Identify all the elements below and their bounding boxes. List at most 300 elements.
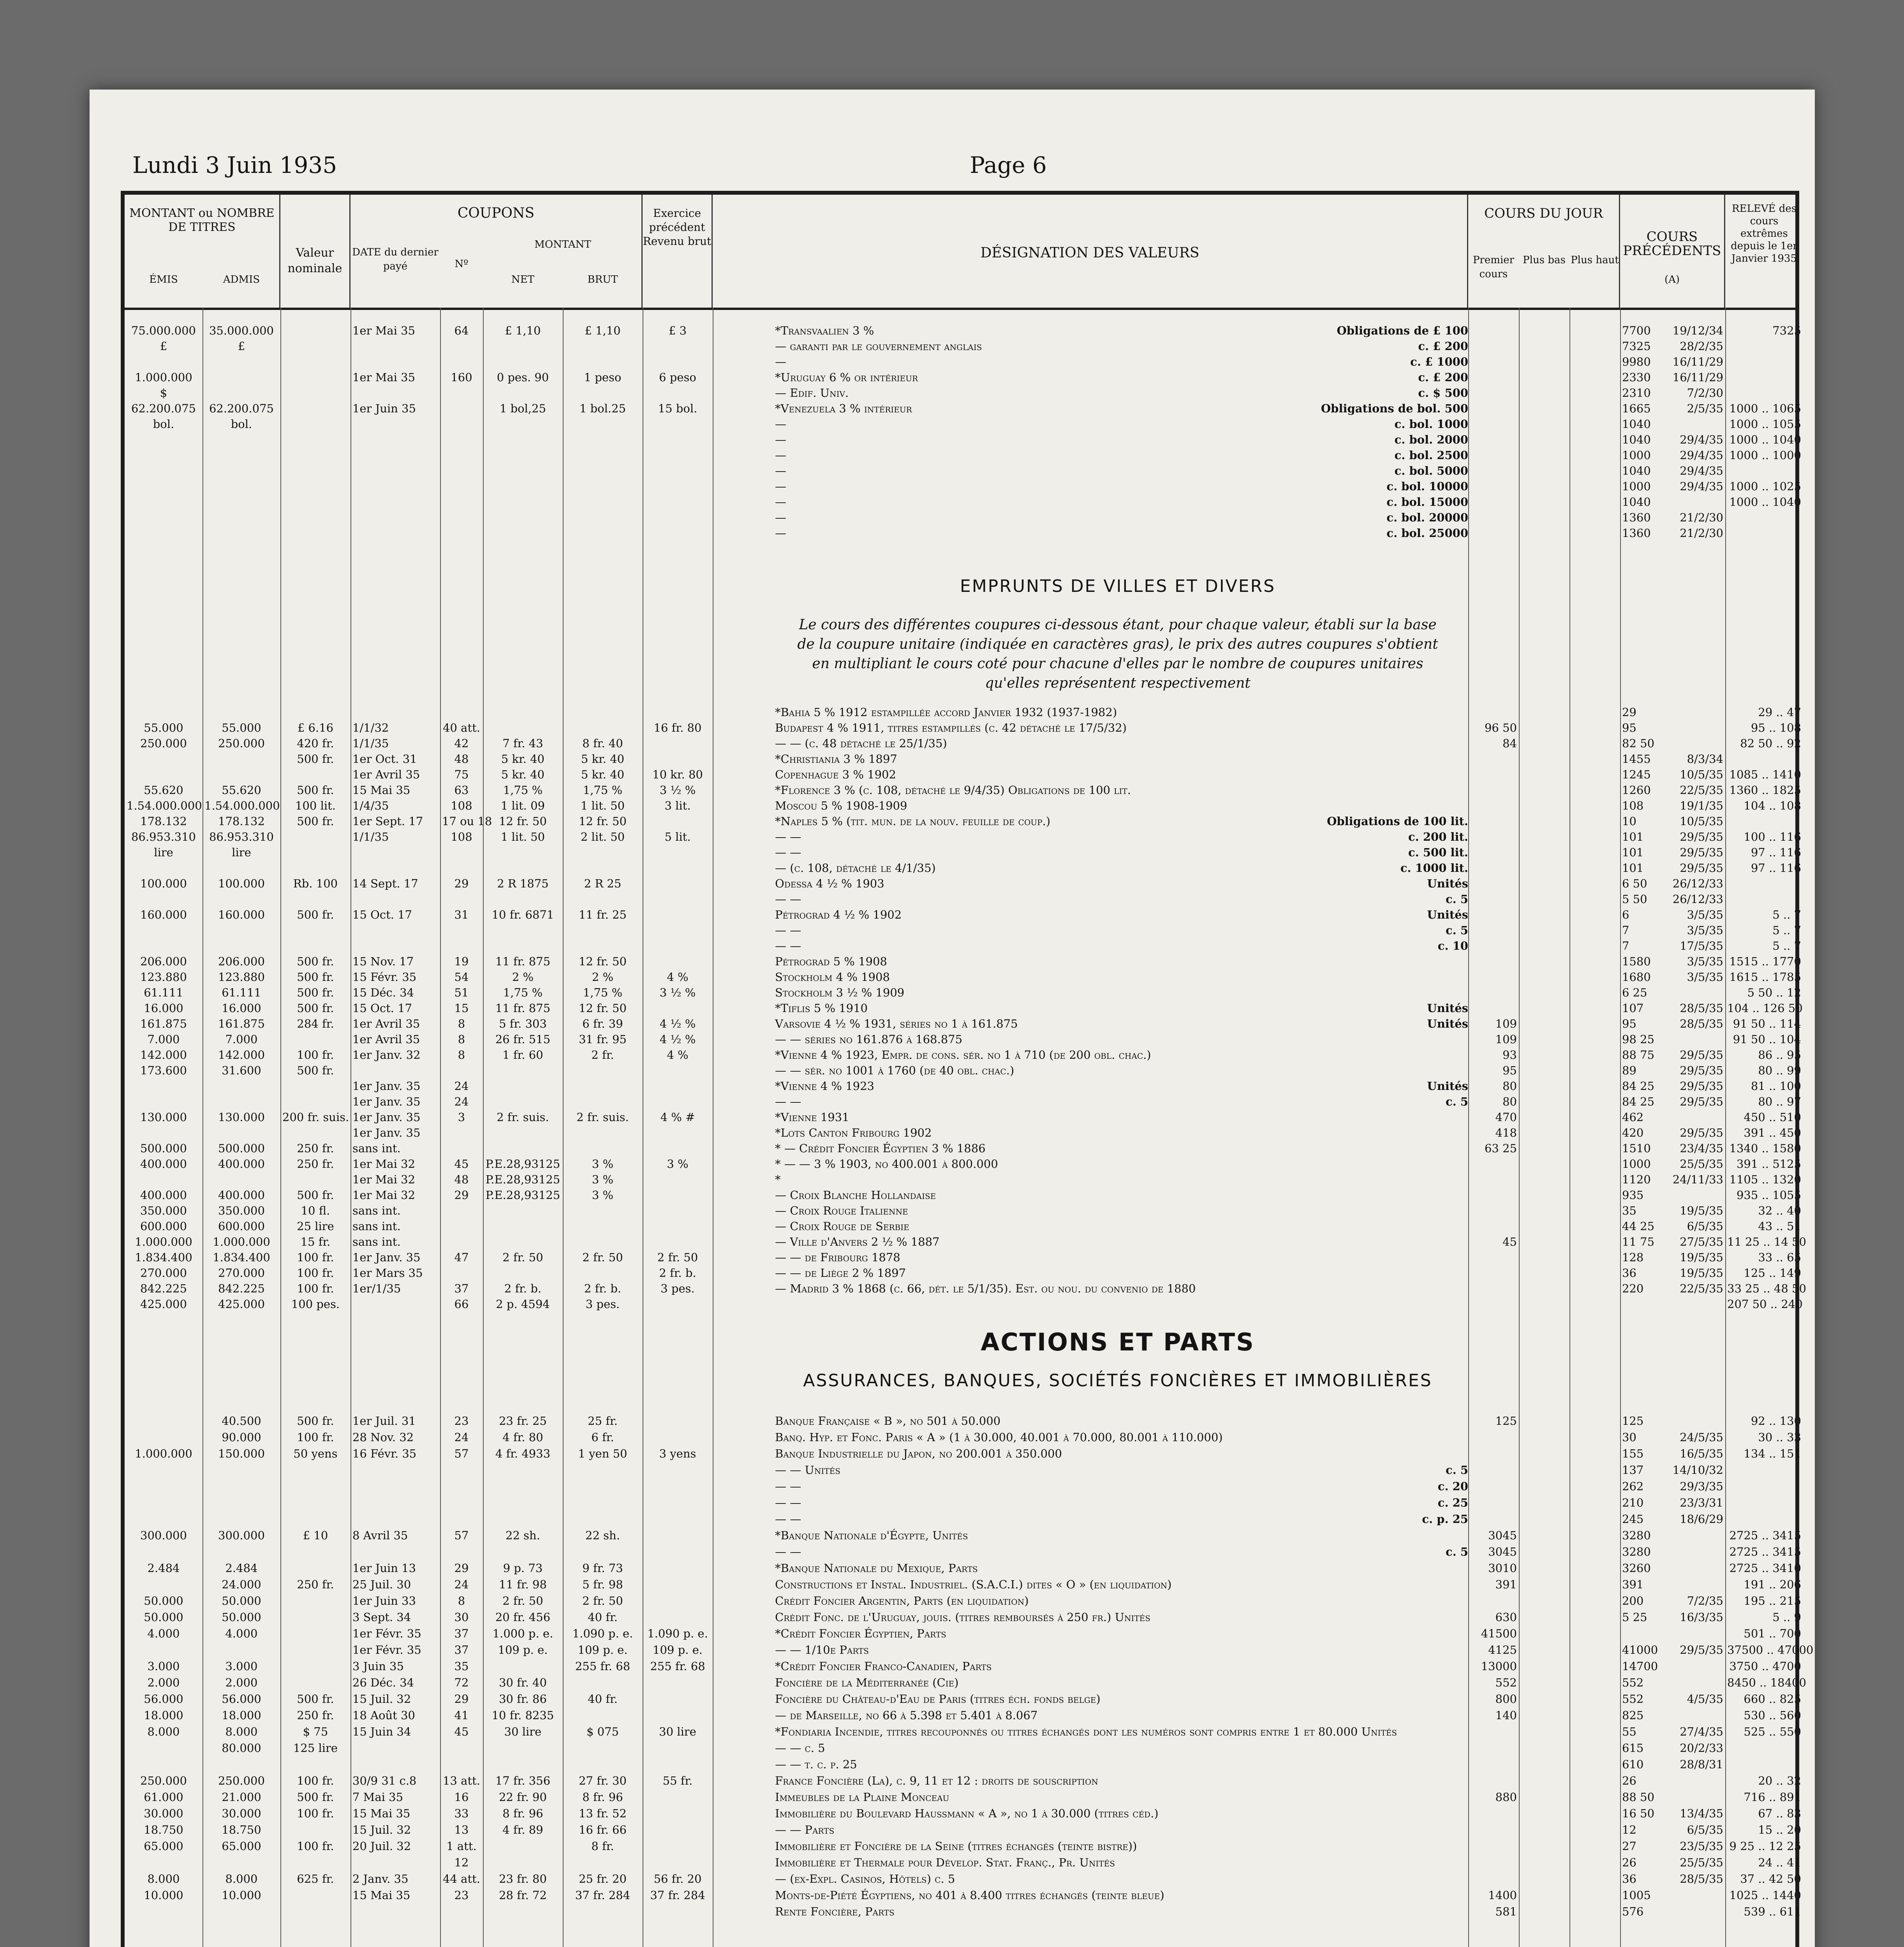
cell-no: 24 bbox=[454, 1079, 469, 1093]
cell-no: 31 bbox=[454, 908, 469, 921]
cell-cp: 36 bbox=[1622, 1872, 1636, 1885]
cell-no: 23 bbox=[454, 1414, 469, 1428]
cell-designation bbox=[775, 1675, 1472, 1690]
cell-rel: 1025 .. 1440 bbox=[1729, 1889, 1801, 1902]
cell-admis: 425.000 bbox=[218, 1297, 265, 1311]
header-releve-label: RELEVÉ des cours extrêmes depuis le 1er Janvier 1935 bbox=[1731, 203, 1798, 264]
cell-designation bbox=[775, 1561, 1472, 1576]
cell-date: 1er Mai 32 bbox=[352, 1173, 416, 1186]
designation-name: — bbox=[775, 480, 786, 493]
cell-pc: 95 bbox=[1502, 1064, 1517, 1077]
cell-ex: 55 fr. bbox=[662, 1774, 693, 1787]
cell-rel: 8450 .. 18400 bbox=[1727, 1676, 1806, 1689]
table-row bbox=[125, 1822, 1801, 1837]
cell-rel: 2725 .. 3410 bbox=[1729, 1561, 1801, 1575]
cell-designation bbox=[775, 1610, 1472, 1625]
cell-rel: 1340 .. 1580 bbox=[1729, 1142, 1801, 1155]
table-row bbox=[125, 1125, 1801, 1140]
cell-no: 29 bbox=[454, 877, 469, 890]
cell-val: 250 fr. bbox=[297, 1578, 334, 1591]
cell-no: 12 bbox=[454, 1856, 469, 1869]
cell-pc: 109 bbox=[1495, 1017, 1517, 1030]
cell-designation bbox=[775, 1839, 1472, 1854]
cell-cp: 220 bbox=[1622, 1282, 1644, 1295]
cell-prec: 23/3/31 bbox=[1680, 1496, 1723, 1509]
cell-emis: 86.953.310 bbox=[131, 830, 196, 843]
cell-prec: 10/5/35 bbox=[1680, 815, 1723, 828]
cell-date: 3 Sept. 34 bbox=[352, 1611, 411, 1624]
cell-cp: 552 bbox=[1622, 1692, 1644, 1706]
cell-net: 2 R 1875 bbox=[497, 877, 549, 890]
cell-rel: 501 .. 700 bbox=[1744, 1627, 1801, 1640]
table-row bbox=[125, 876, 1795, 891]
designation-name: — — bbox=[775, 1545, 801, 1558]
cell-ex: 37 fr. 284 bbox=[650, 1889, 705, 1902]
cell-designation bbox=[775, 1741, 1472, 1755]
cell-rel: 1360 .. 1825 bbox=[1729, 783, 1801, 797]
header-releve bbox=[1725, 195, 1803, 308]
designation-name: France Foncière (La), c. 9, 11 et 12 : droits de souscription bbox=[775, 1774, 1098, 1787]
header-coupons bbox=[351, 195, 643, 308]
cell-ex: 3 ½ % bbox=[659, 783, 696, 797]
header-valeur-label: Valeur nominale bbox=[287, 246, 342, 275]
table-header bbox=[125, 195, 1798, 310]
cell-net: 1,75 % bbox=[503, 986, 543, 999]
cell-cp: 155 bbox=[1622, 1447, 1644, 1460]
cell-no: 8 bbox=[458, 1594, 465, 1607]
cell-designation bbox=[775, 1773, 1472, 1788]
cell-emis: 100.000 bbox=[140, 877, 187, 890]
cell-no: 29 bbox=[454, 1692, 469, 1706]
cell-val: 250 fr. bbox=[297, 1709, 334, 1722]
designation-name: * bbox=[775, 1173, 781, 1186]
cell-date: 15 Juil. 32 bbox=[352, 1823, 411, 1836]
cell-net: 2 fr. b. bbox=[504, 1282, 542, 1295]
table-row bbox=[125, 1659, 1801, 1674]
designation-name: *Tiflis 5 % 1910 bbox=[775, 1002, 868, 1015]
cell-designation bbox=[775, 386, 1472, 400]
designation-unit: Unités bbox=[1427, 877, 1468, 890]
cell-pc: 45 bbox=[1502, 1235, 1517, 1248]
cell-designation bbox=[775, 1495, 1472, 1510]
cell-cp: 89 bbox=[1622, 1064, 1636, 1077]
cell-designation bbox=[775, 1577, 1472, 1592]
cell-rel: 1000 .. 1025 bbox=[1729, 480, 1801, 493]
designation-name: Varsovie 4 ½ % 1931, séries no 1 à 161.875 bbox=[775, 1017, 1018, 1030]
cell-val: 500 fr. bbox=[297, 1002, 334, 1015]
section-assurances: ASSURANCES, BANQUES, SOCIÉTÉS FONCIÈRES ET IMMOBILIÈRES bbox=[803, 1371, 1432, 1391]
cell-cp: 1580 bbox=[1622, 955, 1651, 968]
cell-admis: 7.000 bbox=[225, 1033, 258, 1046]
cell-cp: 29 bbox=[1622, 706, 1636, 719]
cell-prec: 20/2/33 bbox=[1680, 1741, 1723, 1755]
cell-rel: 660 .. 825 bbox=[1744, 1692, 1801, 1706]
cell-pc: 3010 bbox=[1488, 1561, 1517, 1575]
cell-brut: 12 fr. 50 bbox=[579, 815, 627, 828]
cell-net: 4 fr. 4933 bbox=[495, 1447, 551, 1460]
cell-brut: 16 fr. 66 bbox=[579, 1823, 627, 1836]
cell-brut: 3 pes. bbox=[585, 1297, 620, 1311]
cell-val: 500 fr. bbox=[297, 1692, 334, 1706]
designation-name: * — — 3 % 1903, no 400.001 à 800.000 bbox=[775, 1157, 998, 1171]
designation-name: — (c. 108, détaché le 4/1/35) bbox=[775, 861, 936, 875]
cell-prec: 25/5/35 bbox=[1680, 1856, 1723, 1869]
cell-designation bbox=[775, 985, 1472, 1000]
cell-rel: 1615 .. 1785 bbox=[1729, 970, 1801, 984]
cell-emis: 55.000 bbox=[144, 721, 183, 734]
designation-name: Foncière du Château-d'Eau de Paris (titres éch. fonds belge) bbox=[775, 1692, 1101, 1706]
designation-unit: Obligations de 100 lit. bbox=[1327, 815, 1468, 828]
cell-net: 4 fr. 89 bbox=[502, 1823, 543, 1836]
header-exercice bbox=[643, 195, 713, 308]
cell-admis: 16.000 bbox=[222, 1002, 261, 1015]
cell-date: 1er Juin 33 bbox=[352, 1594, 416, 1607]
cell-cp: 36 bbox=[1622, 1266, 1636, 1280]
table-row bbox=[125, 1642, 1814, 1657]
table-row bbox=[125, 861, 1801, 875]
cell-designation bbox=[775, 1659, 1472, 1674]
cell-emis: 7.000 bbox=[147, 1033, 180, 1046]
cell-cp: 1040 bbox=[1622, 464, 1651, 477]
designation-unit: c. 5 bbox=[1445, 924, 1468, 937]
cell-prec: 29/5/35 bbox=[1680, 846, 1723, 859]
cell-admis: 150.000 bbox=[218, 1447, 265, 1460]
cell-brut: 8 fr. 40 bbox=[582, 737, 623, 750]
cell-prec: 28/5/35 bbox=[1680, 1002, 1723, 1015]
cell-emis: 61.111 bbox=[144, 986, 183, 999]
table-row bbox=[125, 1708, 1801, 1723]
cell-rel: 86 .. 95 bbox=[1758, 1048, 1801, 1062]
cell-cp: 1455 bbox=[1622, 752, 1651, 766]
designation-name: — — t. c. p. 25 bbox=[775, 1758, 857, 1771]
cell-admis: 350.000 bbox=[218, 1204, 265, 1217]
designation-name: — (ex-Expl. Casinos, Hôtels) c. 5 bbox=[775, 1872, 955, 1885]
cell-net: 30 fr. 86 bbox=[499, 1692, 547, 1706]
cell-designation bbox=[775, 938, 1472, 953]
cell-rel: 2725 .. 3415 bbox=[1729, 1545, 1801, 1558]
cell-designation bbox=[775, 1414, 1472, 1428]
designation-name: *Naples 5 % (tit. mun. de la nouv. feuille de coup.) bbox=[775, 815, 1051, 828]
cell-designation bbox=[775, 1855, 1472, 1870]
cell-date: 1er Juil. 31 bbox=[352, 1414, 416, 1428]
cell-date: 1er Févr. 35 bbox=[352, 1627, 421, 1640]
cell-emis: 250.000 bbox=[140, 1774, 187, 1787]
cell-rel: 5 .. 9 bbox=[1772, 1611, 1801, 1624]
cell-val: 500 fr. bbox=[297, 1064, 334, 1077]
cell-prec: 24/5/35 bbox=[1680, 1431, 1723, 1444]
cell-cp: 420 bbox=[1622, 1126, 1644, 1139]
designation-unit: Obligations de £ 100 bbox=[1337, 324, 1468, 337]
designation-unit: c. bol. 20000 bbox=[1386, 511, 1468, 524]
cell-cp: 1665 bbox=[1622, 402, 1651, 415]
cell-designation bbox=[775, 417, 1472, 431]
cell-designation bbox=[775, 798, 1472, 813]
cell-rel: 95 .. 108 bbox=[1751, 721, 1801, 734]
cell-no: 15 bbox=[454, 1002, 469, 1015]
cell-val: 50 yens bbox=[293, 1447, 338, 1460]
cell-admis: 100.000 bbox=[218, 877, 265, 890]
designation-unit: c. 200 lit. bbox=[1408, 830, 1468, 843]
cell-val: 100 fr. bbox=[297, 1431, 334, 1444]
cell-prec: 16/3/35 bbox=[1680, 1611, 1723, 1624]
cell-designation bbox=[775, 1888, 1472, 1903]
cell-prec: 2/5/35 bbox=[1687, 402, 1723, 415]
table-row bbox=[125, 829, 1801, 844]
cell-prec: 6/5/35 bbox=[1687, 1823, 1723, 1836]
designation-name: — — séries no 161.876 à 168.875 bbox=[775, 1033, 963, 1046]
cell-brut: 2 fr. suis. bbox=[576, 1111, 629, 1124]
cell-brut: 12 fr. 50 bbox=[579, 1002, 627, 1015]
cell-brut: 1.090 p. e. bbox=[572, 1627, 633, 1640]
cell-pc: 470 bbox=[1495, 1111, 1517, 1124]
designation-name: *Vienne 1931 bbox=[775, 1111, 849, 1124]
cell-brut: 6 fr. 39 bbox=[582, 1017, 623, 1030]
cell-ex: 1.090 p. e. bbox=[647, 1627, 708, 1640]
cell-rel: 91 50 .. 104 bbox=[1733, 1033, 1801, 1046]
cell-cp: 1040 bbox=[1622, 433, 1651, 446]
cell-val: 200 fr. suis. bbox=[282, 1111, 349, 1124]
cell-prec: 18/6/29 bbox=[1680, 1512, 1723, 1526]
cell-date: 1er Avril 35 bbox=[352, 1017, 420, 1030]
cell-designation bbox=[775, 1642, 1472, 1657]
cell-cp: 200 bbox=[1622, 1594, 1644, 1607]
designation-unit: c. 5 bbox=[1445, 893, 1468, 906]
designation-name: — Madrid 3 % 1868 (c. 66, dét. le 5/1/35). Est. ou nou. du convenio de 1880 bbox=[775, 1282, 1196, 1295]
cell-date: 3 Juin 35 bbox=[352, 1660, 404, 1673]
table-row bbox=[125, 510, 1795, 525]
cell-designation bbox=[775, 1001, 1472, 1016]
designation-name: — — sér. no 1001 à 1760 (de 40 obl. chac.) bbox=[775, 1064, 1015, 1077]
cell-pc: 630 bbox=[1495, 1611, 1517, 1624]
cell-admis: bol. bbox=[231, 417, 252, 431]
header-cours-prec-sub: (A) bbox=[1664, 274, 1680, 285]
cell-net: 30 lire bbox=[504, 1725, 542, 1738]
cell-date: 16 Févr. 35 bbox=[352, 1447, 417, 1460]
designation-unit: c. bol. 2000 bbox=[1394, 433, 1468, 446]
cell-net: 12 fr. 50 bbox=[499, 815, 547, 828]
designation-name: Banque Industrielle du Japon, no 200.001 à 350.000 bbox=[775, 1447, 1062, 1460]
cell-date: 1er Mai 32 bbox=[352, 1157, 416, 1171]
designation-unit: c. £ 200 bbox=[1418, 340, 1468, 353]
cell-brut: 12 fr. 50 bbox=[579, 955, 627, 968]
table-row bbox=[125, 1871, 1801, 1886]
cell-cp: 27 bbox=[1622, 1840, 1636, 1853]
cell-prec: 29/5/35 bbox=[1680, 1126, 1723, 1139]
header-premier: Premier cours bbox=[1472, 254, 1515, 280]
cell-no: 24 bbox=[454, 1095, 469, 1108]
designation-unit: c. 500 lit. bbox=[1408, 846, 1468, 859]
cell-val: 25 lire bbox=[297, 1220, 334, 1233]
cell-designation bbox=[775, 1806, 1472, 1821]
header-cours-jour-label: COURS DU JOUR bbox=[1484, 206, 1603, 221]
cell-prec: 29/4/35 bbox=[1680, 480, 1723, 493]
cell-designation bbox=[775, 1708, 1472, 1723]
cell-emis: 8.000 bbox=[147, 1725, 180, 1738]
table-row bbox=[125, 1692, 1801, 1706]
header-cours-prec-label: COURS PRÉCÉDENTS bbox=[1623, 229, 1721, 259]
cell-designation bbox=[775, 1904, 1472, 1919]
cell-admis: 400.000 bbox=[218, 1188, 265, 1202]
table-row bbox=[125, 705, 1801, 720]
table-row bbox=[125, 1577, 1801, 1592]
cell-prec: 28/5/35 bbox=[1680, 1872, 1723, 1885]
header-cours-jour bbox=[1468, 195, 1620, 308]
cell-rel: 450 .. 510 bbox=[1744, 1111, 1801, 1124]
header-montant bbox=[125, 195, 280, 308]
cell-emis: 3.000 bbox=[147, 1660, 180, 1673]
table-row bbox=[125, 1528, 1801, 1543]
cell-emis: 160.000 bbox=[140, 908, 187, 921]
cell-emis: 300.000 bbox=[140, 1529, 187, 1542]
cell-cp: 615 bbox=[1622, 1741, 1644, 1755]
table-row bbox=[125, 954, 1801, 969]
cell-no: 57 bbox=[454, 1447, 469, 1460]
cell-emis: 18.000 bbox=[144, 1709, 183, 1722]
cell-rel: 37 .. 42 50 bbox=[1740, 1872, 1801, 1885]
cell-designation bbox=[775, 752, 1472, 766]
table-row bbox=[125, 720, 1801, 735]
cell-cp: 3260 bbox=[1622, 1561, 1651, 1575]
cell-date: 1er Sept. 17 bbox=[352, 815, 423, 828]
table-row bbox=[125, 752, 1795, 766]
designation-name: Moscou 5 % 1908-1909 bbox=[775, 799, 907, 812]
cell-net: 1,75 % bbox=[503, 783, 543, 797]
cell-ex: 109 p. e. bbox=[653, 1643, 703, 1657]
designation-unit: c. bol. 25000 bbox=[1386, 526, 1468, 540]
cell-rel: 104 .. 126 50 bbox=[1727, 1002, 1803, 1015]
cell-date: 15 Juil. 32 bbox=[352, 1692, 411, 1706]
table-row bbox=[125, 970, 1801, 984]
cell-prec: 10/5/35 bbox=[1680, 768, 1723, 781]
designation-unit: c. 5 bbox=[1445, 1545, 1468, 1558]
cell-no: 23 bbox=[454, 1889, 469, 1902]
cell-emis: 350.000 bbox=[140, 1204, 187, 1217]
cell-designation bbox=[775, 479, 1472, 494]
cell-brut: 5 fr. 98 bbox=[582, 1578, 623, 1591]
cell-brut: 31 fr. 95 bbox=[579, 1033, 627, 1046]
cell-designation bbox=[775, 354, 1472, 369]
table-row bbox=[125, 1855, 1801, 1870]
cell-prec: 29/4/35 bbox=[1680, 449, 1723, 462]
cell-val: 100 fr. bbox=[297, 1807, 334, 1820]
cell-brut: 6 fr. bbox=[591, 1431, 614, 1444]
cell-cp: 11 75 bbox=[1622, 1235, 1655, 1248]
cell-date: 1er Févr. 35 bbox=[352, 1643, 421, 1657]
cell-emis: 842.225 bbox=[140, 1282, 187, 1295]
designation-name: Stockholm 3 ½ % 1909 bbox=[775, 986, 905, 999]
cell-net: 0 pes. 90 bbox=[497, 371, 549, 384]
cell-cp: 1360 bbox=[1622, 526, 1651, 540]
cell-cp: 84 25 bbox=[1622, 1079, 1655, 1093]
cell-brut: 2 fr. bbox=[591, 1048, 614, 1062]
cell-cp: 98 25 bbox=[1622, 1033, 1655, 1046]
table-row bbox=[125, 1724, 1801, 1739]
cell-brut: 3 % bbox=[592, 1188, 614, 1202]
designation-name: — — Parts bbox=[775, 1823, 835, 1836]
cell-rel: 97 .. 116 bbox=[1751, 846, 1801, 859]
cell-brut: 2 fr. b. bbox=[584, 1282, 622, 1295]
table-row bbox=[125, 1806, 1801, 1821]
cell-ex: 5 lit. bbox=[664, 830, 691, 843]
designation-name: — — bbox=[775, 1512, 801, 1526]
cell-val: 125 lire bbox=[293, 1741, 338, 1755]
header-montant-coupon: MONTANT bbox=[534, 239, 591, 250]
table-row bbox=[125, 1512, 1795, 1526]
designation-name: *Banque Nationale d'Égypte, Unités bbox=[775, 1529, 968, 1542]
cell-admis: 62.200.075 bbox=[209, 402, 274, 415]
cell-admis: 250.000 bbox=[218, 1774, 265, 1787]
cell-pc: 41500 bbox=[1481, 1627, 1517, 1640]
cell-admis: 250.000 bbox=[218, 737, 265, 750]
cell-prec: 26/12/33 bbox=[1672, 877, 1723, 890]
cell-cp: 88 50 bbox=[1622, 1790, 1655, 1804]
cell-val: 420 fr. bbox=[297, 737, 334, 750]
designation-name: Immobilière et Thermale pour Dévelop. Stat. Franç., Pr. Unités bbox=[775, 1856, 1115, 1869]
cell-admis: 18.750 bbox=[222, 1823, 261, 1836]
designation-name: *Transvaalien 3 % bbox=[775, 324, 874, 337]
cell-date: 25 Juil. 30 bbox=[352, 1578, 411, 1591]
cell-brut: 8 fr. 96 bbox=[582, 1790, 623, 1804]
cell-designation bbox=[775, 1528, 1472, 1543]
cell-pc: 3045 bbox=[1488, 1529, 1517, 1542]
table-row bbox=[125, 448, 1801, 463]
cell-admis: 31.600 bbox=[222, 1064, 261, 1077]
cell-pc: 109 bbox=[1495, 1033, 1517, 1046]
designation-name: — bbox=[775, 417, 786, 431]
cell-val: 100 fr. bbox=[297, 1048, 334, 1062]
cell-net: 1.000 p. e. bbox=[492, 1627, 553, 1640]
cell-designation bbox=[775, 401, 1472, 416]
cell-rel: 20 .. 32 bbox=[1758, 1774, 1801, 1787]
table-row bbox=[125, 1079, 1801, 1093]
cell-net: 8 fr. 96 bbox=[502, 1807, 543, 1820]
table-row bbox=[125, 1063, 1801, 1078]
cell-pc: 63 25 bbox=[1484, 1142, 1517, 1155]
cell-designation bbox=[775, 1234, 1472, 1249]
cell-no: 29 bbox=[454, 1561, 469, 1575]
header-coupons-label: COUPONS bbox=[457, 205, 535, 221]
cell-designation bbox=[775, 767, 1472, 782]
cell-cp: 552 bbox=[1622, 1676, 1644, 1689]
cell-designation bbox=[775, 1544, 1472, 1559]
cell-admis: 8.000 bbox=[225, 1872, 258, 1885]
cell-prec: 19/5/35 bbox=[1680, 1204, 1723, 1217]
cell-emis: 178.132 bbox=[140, 815, 187, 828]
designation-unit: c. bol. 1000 bbox=[1394, 417, 1468, 431]
cell-rel: 82 50 .. 92 bbox=[1740, 737, 1801, 750]
cell-ex: 16 fr. 80 bbox=[653, 721, 702, 734]
cell-cp: 1000 bbox=[1622, 1157, 1651, 1171]
cell-admis: 55.620 bbox=[222, 783, 261, 797]
table-row bbox=[125, 1561, 1801, 1576]
header-plus-bas: Plus bas bbox=[1523, 254, 1566, 266]
cell-no: 48 bbox=[454, 752, 469, 766]
designation-unit: c. 10 bbox=[1437, 939, 1468, 952]
cell-no: 30 bbox=[454, 1611, 469, 1624]
cell-designation bbox=[775, 923, 1472, 938]
table-row bbox=[125, 479, 1801, 494]
header-valeur bbox=[280, 195, 351, 308]
cell-net: £ 1,10 bbox=[505, 324, 541, 337]
cell-pc: 125 bbox=[1495, 1414, 1517, 1428]
cell-rel: 104 .. 108 bbox=[1744, 799, 1801, 812]
table-row bbox=[125, 463, 1795, 478]
table-row bbox=[125, 1463, 1795, 1477]
cell-date: 1er Mars 35 bbox=[352, 1266, 423, 1280]
cell-admis: 90.000 bbox=[222, 1431, 261, 1444]
cell-brut: 11 fr. 25 bbox=[579, 908, 627, 921]
cell-ex: 3 lit. bbox=[664, 799, 691, 812]
